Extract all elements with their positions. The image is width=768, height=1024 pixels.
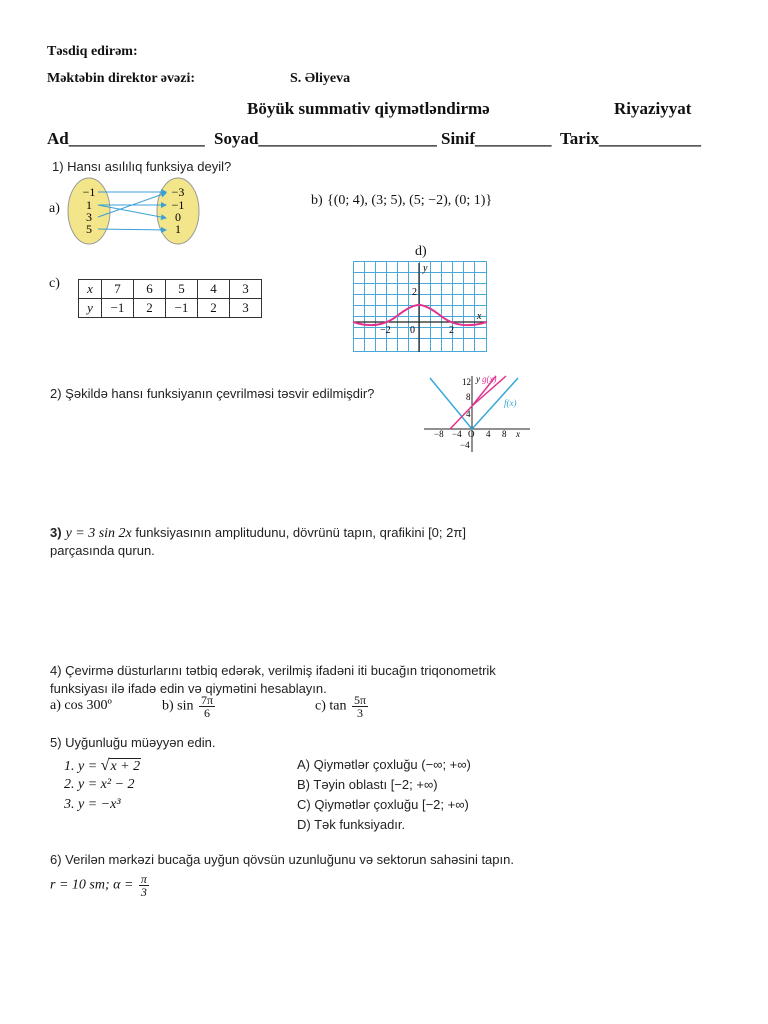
q3-num: 3) [50,525,62,540]
q6-text: 6) Verilən mərkəzi bucağa uyğun qövsün uzunluğunu və sektorun sahəsini tapın. [50,852,514,867]
q1-text: 1) Hansı asılılıq funksiya deyil? [52,159,232,174]
deputy-label: Məktəbin direktor əvəzi: [47,71,196,86]
q4-b-den: 6 [204,706,211,720]
q2-y-tick: 12 [462,377,471,387]
q1-d-tick: −2 [380,325,391,336]
q1-c-y-cell: 2 [134,299,166,318]
name-field[interactable]: Ad________________ [47,129,205,148]
q4-c-pre: c) tan [315,698,347,714]
q1-a-left-3: 5 [86,222,92,236]
q5-option-b: B) Təyin oblastı [−2; +∞) [297,777,438,792]
q2-x-tick: O [468,429,475,439]
q1-a-label: a) [49,201,60,216]
q5-f1 [64,757,141,775]
q1-a-right-1: −1 [171,198,185,212]
q2-text: 2) Şəkildə hansı funksiyanın çevrilməsi təsvir edilmişdir? [50,386,375,401]
q6-given [50,873,151,898]
q1-d-tick: 0 [410,325,415,336]
q5-f2: 2. y = x² − 2 [64,777,135,792]
q1-c-y-head: y [79,299,102,318]
q4-b-frac [199,694,215,719]
q1-c-y-cell: 2 [198,299,230,318]
q4-b [162,694,217,719]
q6-den: 3 [140,885,147,899]
q1-c-x-cell: 3 [230,280,262,299]
q2-axis-x: x [516,429,520,439]
q1-c-x-cell: 4 [198,280,230,299]
q5-option-c: C) Qiymətlər çoxluğu [−2; +∞) [297,797,469,812]
approve-label: Təsdiq edirəm: [47,44,138,59]
q6-num: π [140,872,147,886]
q1-d-label: d) [415,244,427,259]
q5-text: 5) Uyğunluğu müəyyən edin. [50,735,216,750]
q3-line1 [50,524,466,542]
q4-c [315,694,370,719]
q1-c-x-cell: 7 [102,280,134,299]
q2-graph [424,374,530,452]
q5-option-d: D) Tək funksiyadır. [297,817,406,832]
q4-line1: 4) Çevirmə düsturlarını tətbiq edərək, verilmiş ifadəni iti bucağın triqonometrik [50,663,496,678]
q2-x-tick: −4 [452,429,462,439]
q5-f1-radicand: x + 2 [110,759,141,774]
q4-b-num: 7π [201,693,214,707]
q1-c-y-cell: 3 [230,299,262,318]
deputy-name: S. Əliyeva [290,71,351,86]
q1-a-right-0: −3 [171,185,185,199]
q2-y-tick: 8 [466,392,471,402]
q1-a-right-2: 0 [175,210,181,224]
date-field[interactable]: Tarix____________ [560,129,702,148]
q2-y-tick: 4 [466,409,471,419]
q6-given-pre: r = 10 sm; α = [50,877,134,893]
q1-c-table [78,279,262,318]
q1-d-tick: 2 [412,287,417,298]
q4-c-den: 3 [357,706,364,720]
q1-c-x-cell: 5 [166,280,198,299]
q1-c-x-row [79,280,262,299]
q4-b-pre: b) sin [162,698,194,714]
surname-field[interactable]: Soyad_____________________ [214,129,437,148]
q1-a-mapping-diagram [66,176,210,246]
q1-d-graph [353,261,487,352]
q4-a: a) cos 300º [50,698,112,713]
q6-frac [139,873,149,898]
q2-x-tick: 4 [486,429,491,439]
q1-a-right-3: 1 [175,222,181,236]
q1-c-x-cell: 6 [134,280,166,299]
q1-c-label: c) [49,276,60,291]
q3-text: funksiyasının amplitudunu, dövrünü tapın, qrafikini [0; 2π] [131,525,466,540]
q1-a-left-0: −1 [82,185,96,199]
q5-option-a: A) Qiymətlər çoxluğu (−∞; +∞) [297,757,471,772]
q2-x-tick: −8 [434,429,444,439]
q1-b-set: {(0; 4), (3; 5), (5; −2), (0; 1)} [327,193,493,208]
q3-line2: parçasında qurun. [50,543,155,558]
q2-axis-y: y [476,374,480,384]
page-title: Böyük summativ qiymətləndirmə [247,99,490,118]
subject-label: Riyaziyyat [614,99,692,118]
q5-f3: 3. y = −x³ [64,797,121,812]
q2-x-tick: 8 [502,429,507,439]
q2-y-tick: −4 [460,440,470,450]
q1-d-tick: 2 [449,325,454,336]
q1-d-axis-y: y [423,263,428,274]
q1-c-y-row [79,299,262,318]
q1-d-axis-x: x [477,311,482,322]
q1-a-left-1: 1 [86,198,92,212]
q2-g-label: g(x) [482,374,497,384]
sqrt-icon: √ [100,757,110,774]
q1-c-y-cell: −1 [166,299,198,318]
q1-a-left-2: 3 [86,210,92,224]
q4-line2: funksiyası ilə ifadə edin və qiymətini hesablayın. [50,681,327,696]
q1-c-y-cell: −1 [102,299,134,318]
q2-f-label: f(x) [504,398,517,408]
q1-c-x-head: x [79,280,102,299]
q1-a-arrow-5 [98,229,166,230]
q4-c-frac [352,694,368,719]
q5-f1-pre: 1. y = [64,759,101,774]
q4-c-num: 5π [353,693,367,707]
q3-formula: y = 3 sin 2x [65,526,132,541]
class-field[interactable]: Sinif_________ [441,129,552,148]
q1-b-label: b) [311,193,323,208]
